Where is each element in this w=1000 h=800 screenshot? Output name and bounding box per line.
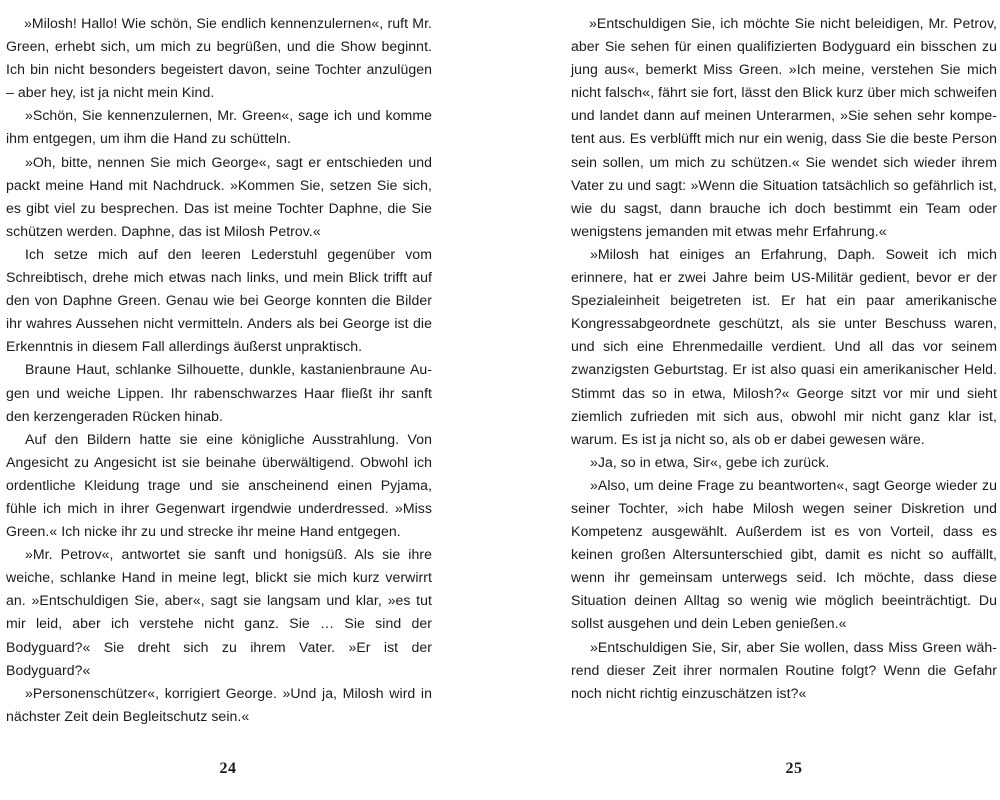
left-page [6,12,432,728]
paragraph: »Oh, bitte, nennen Sie mich George«, sagt er entschieden und packt meine Hand mit Nachdruck. »Kommen Sie, setzen Sie sich, es gibt viel zu besprechen. Das ist meine Tochter Daphne, die Sie schützen werden. Daphne, das ist Milosh Petrov.« [6,153,432,239]
page-number: 25 [785,760,803,777]
paragraph: Auf den Bildern hatte sie eine königliche Ausstrahlung. Von Angesicht zu Angesicht ist sie beinahe überwältigend. Obwohl ich ordentliche Kleidung trage und sie anscheinend einen Pyjama, fühle ich mich in ihrer Gegenwart irgendwie underdressed. »Miss Green.« Ich nicke ihr zu und strecke ihr meine Hand entgegen. [6,430,432,540]
paragraph: Braune Haut, schlanke Silhouette, dunkle, kastanienbraune Augen und weiche Lippen. Ihr rabenschwarzes Haar fließt ihr sanft den kerzengeraden Rücken hinab. [6,361,432,424]
paragraph: »Mr. Petrov«, antwortet sie sanft und honigsüß. Als sie ihre weiche, schlanke Hand in meine legt, blickt sie mich kurz verwirrt an. »Entschuldigen Sie, aber«, sagt sie langsam und klar, »es tut mir leid, aber ich verstehe nicht ganz. Sie … Sie sind der Bodyguard?« Sie dreht sich zu ihrem Vater. »Er ist der Bodyguard?« [6,546,432,678]
paragraph: »Entschuldigen Sie, ich möchte Sie nicht beleidigen, Mr. Petrov, aber Sie sehen für einen qualifizierten Bodyguard ein bisschen zu jung aus«, bemerkt Miss Green. »Ich meine, verstehen Sie mich nicht falsch«, fährt sie fort, lässt den Blick kurz über mich schweifen und landet dann auf meinen Unterarmen, »Sie sehen sehr kompetent aus. Es verblüfft mich nur ein wenig, dass Sie die beste Person sein sollen, um mich zu schützen.« Sie wendet sich wieder ihrem Vater zu und sagt: »Wenn die Situation tatsächlich so gefährlich ist, wie du sagst, dann brauche ich doch bestimmt ein Team oder wenigstens jemanden mit etwas mehr Erfahrung.« [571,15,997,239]
paragraph: »Personenschützer«, korrigiert George. »Und ja, Milosh wird in nächster Zeit dein Begleitschutz sein.« [6,684,432,724]
page-number: 24 [219,760,237,777]
right-page [571,12,997,705]
paragraph: »Milosh hat einiges an Erfahrung, Daph. Soweit ich mich erinnere, hat er zwei Jahre beim US-Militär gedient, bevor er der Spezialeinheit beigetreten ist. Er hat ein paar amerikanische Kongressabgeordnete geschützt, als sie unter Beschuss waren, und sich eine Ehrenmedaille verdient. Und all das vor seinem zwanzigsten Geburtstag. Er ist also quasi ein amerikanischer Held. Stimmt das so in etwa, Milosh?« George sitzt vor mir und sieht ziemlich zufrieden mit sich aus, obwohl mir nicht ganz klar ist, warum. Es ist ja nicht so, als ob er dabei gewesen wäre. [571,245,997,447]
paragraph: »Entschuldigen Sie, Sir, aber Sie wollen, dass Miss Green während dieser Zeit ihrer normalen Routine folgt? Wenn die Gefahr noch nicht richtig einzuschätzen ist?« [571,638,997,701]
paragraph: »Milosh! Hallo! Wie schön, Sie endlich kennenzulernen«, ruft Mr. Green, erhebt sich, um mich zu begrüßen, und die Show beginnt. Ich bin nicht besonders begeistert davon, seine Tochter anzulügen – aber hey, ist ja nicht mein Kind. [6,15,432,101]
paragraph: Ich setze mich auf den leeren Lederstuhl gegenüber vom Schreibtisch, drehe mich etwas nach links, und mein Blick trifft auf den von Daphne Green. Genau wie bei George konnten die Bilder ihr wahres Aussehen nicht vermitteln. Anders als bei George ist die Erkenntnis in diesem Fall allerdings äußerst unpraktisch. [6,245,432,355]
paragraph: »Schön, Sie kennenzulernen, Mr. Green«, sage ich und komme ihm entgegen, um ihm die Hand zu schütteln. [6,107,432,147]
paragraph: »Also, um deine Frage zu beantworten«, sagt George wieder zu seiner Tochter, »ich habe Milosh wegen seiner Diskretion und Kompetenz ausgewählt. Außerdem ist es von Vorteil, dass es keinen großen Altersunterschied gibt, damit es nicht so auffällt, wenn ihr gemeinsam unterwegs seid. Ich möchte, dass diese Situation deinen Alltag so wenig wie möglich beeinträchtigt. Du sollst ausgehen und dein Leben genießen.« [571,476,997,632]
paragraph: »Ja, so in etwa, Sir«, gebe ich zurück. [590,453,830,470]
